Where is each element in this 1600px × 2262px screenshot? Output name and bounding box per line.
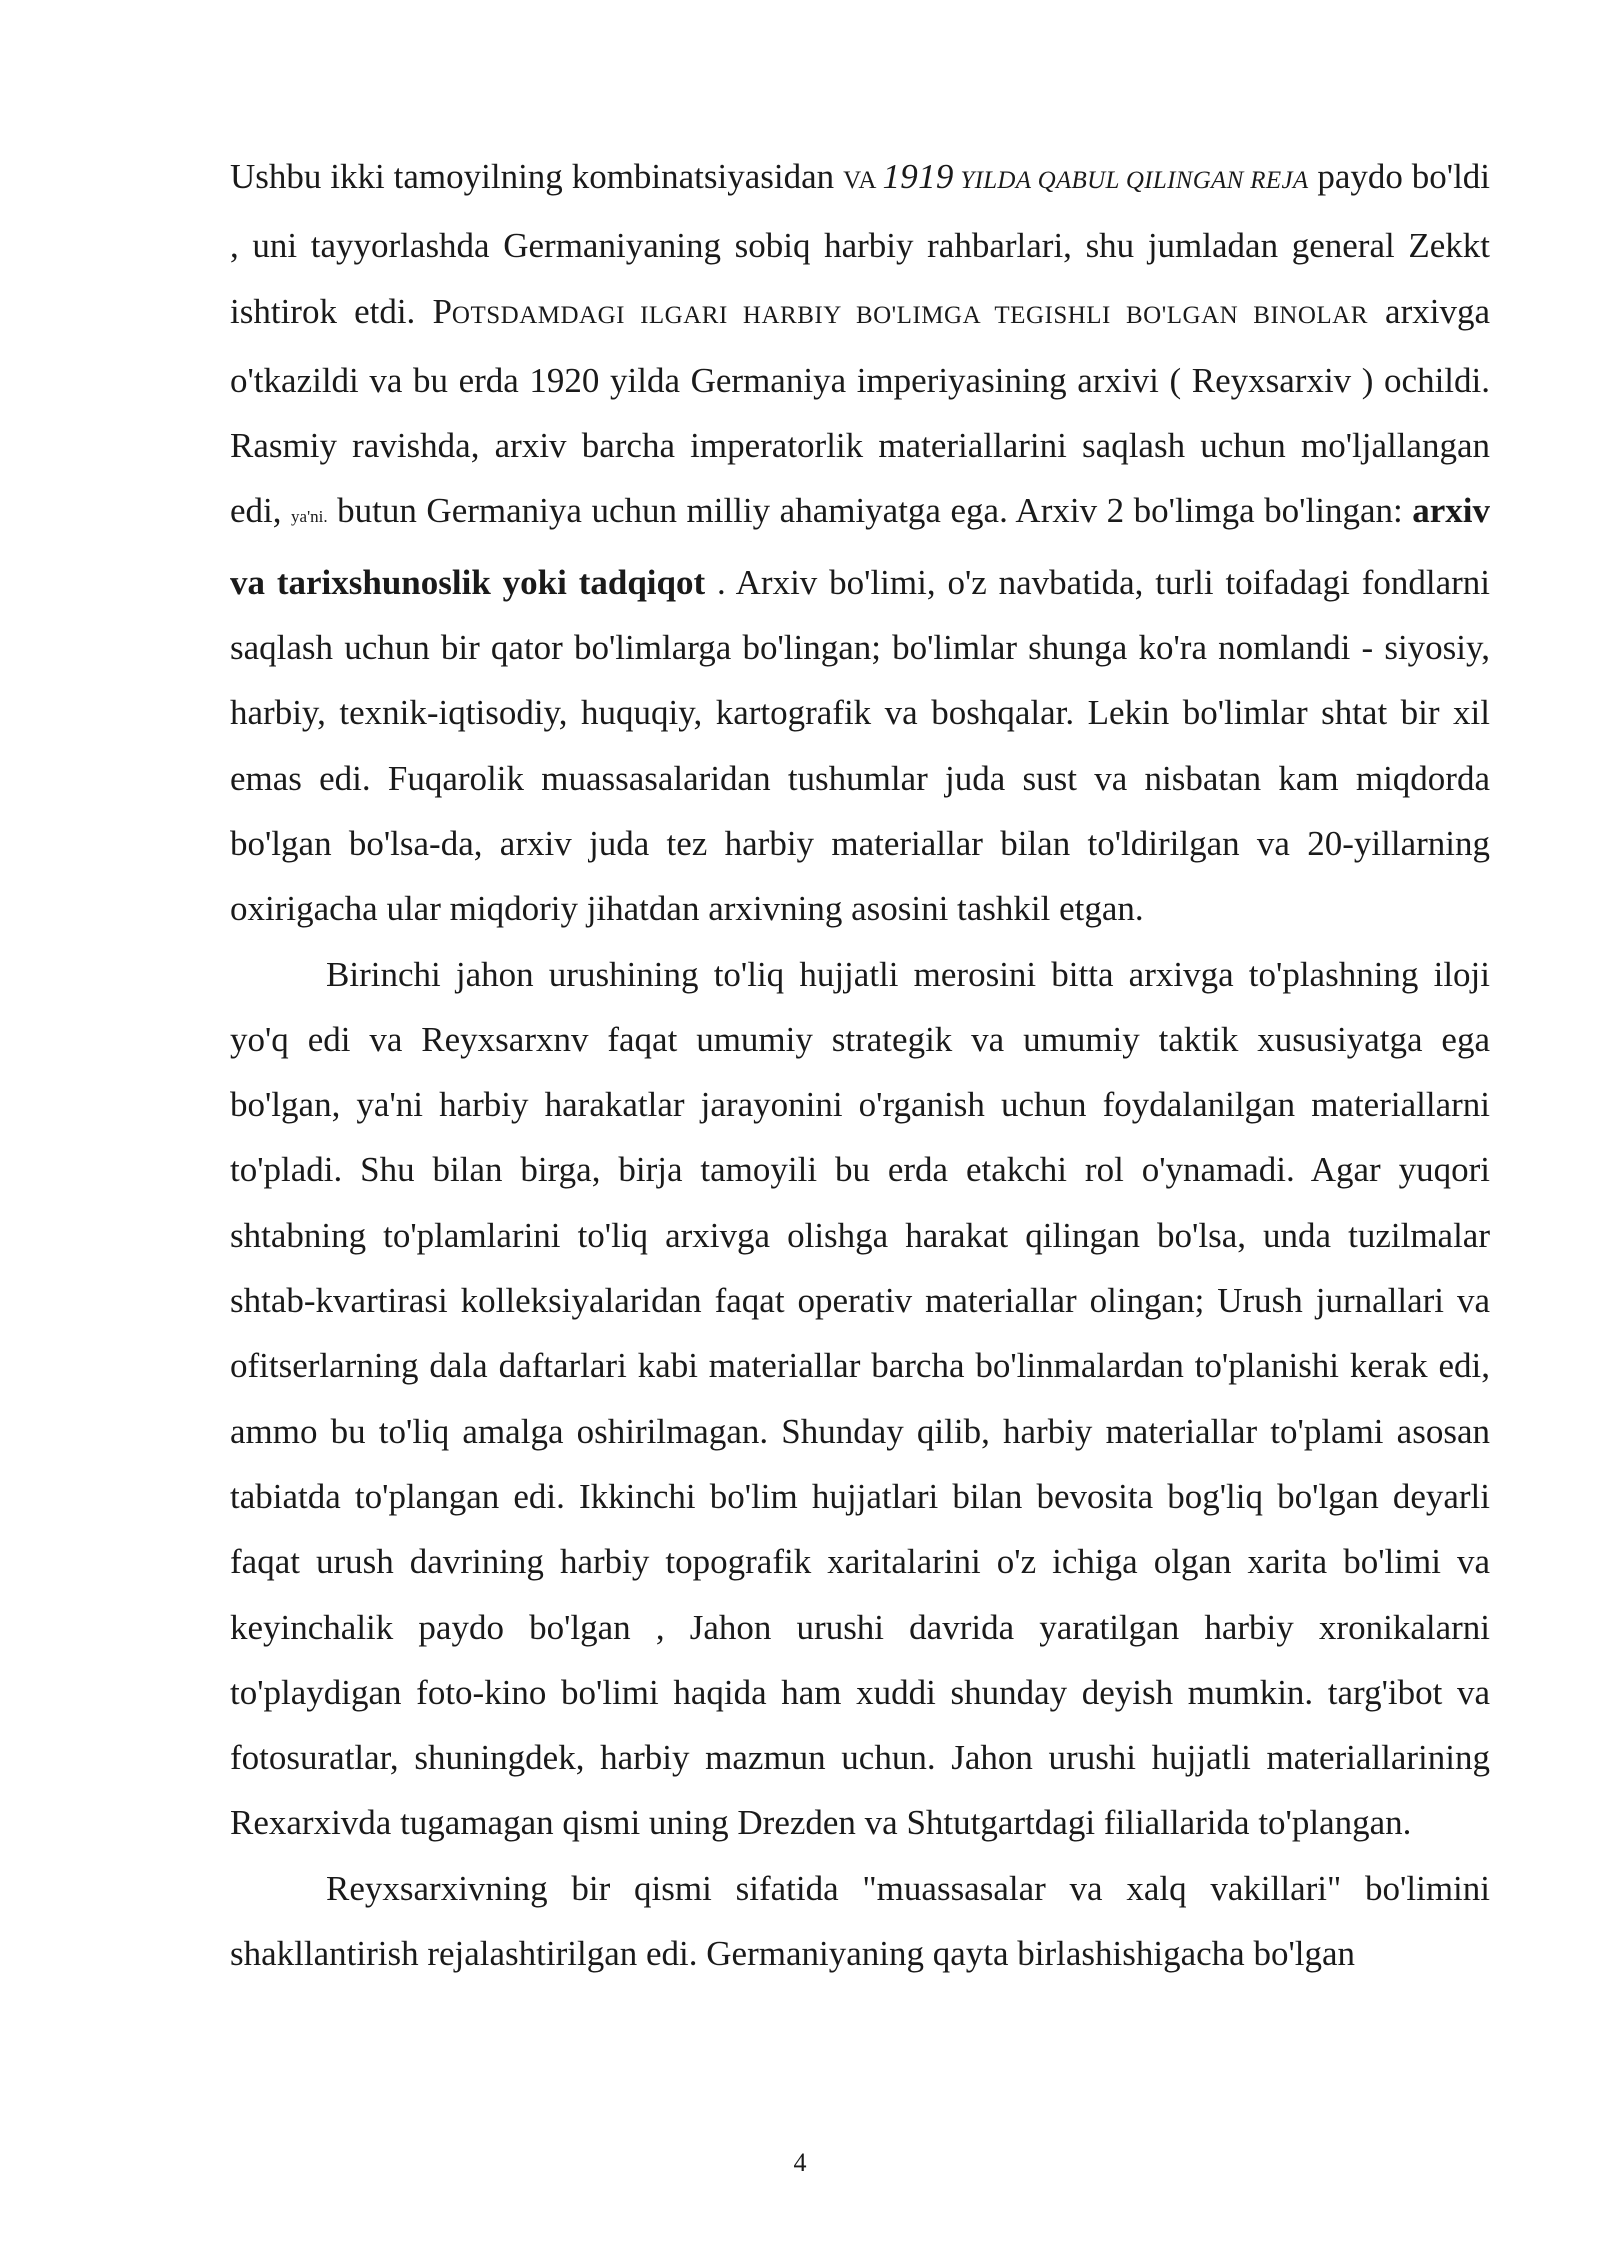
- paragraph-1-text-c: arxivga o'tkazildi va bu erda 1920 yilda Germaniya imperiyasining arxivi ( Reyxsarxiv ) ochildi. Rasmiy ravishda, arxiv barcha imperatorlik materiallarini saqlash uchun mo'ljallangan edi,: [230, 291, 1490, 531]
- document-page: [230, 144, 1490, 1986]
- plan-phrase: YILDA QABUL QILINGAN REJA: [953, 167, 1309, 194]
- paragraph-1-text-d: butun Germaniya uchun milliy ahamiyatga ega. Arxiv 2 bo'limga bo'lingan:: [327, 491, 1413, 531]
- smallcaps-va: VA: [843, 167, 883, 194]
- tiny-yani: ya'ni.: [291, 507, 328, 527]
- paragraph-1: [230, 144, 1490, 942]
- paragraph-2: Birinchi jahon urushining to'liq hujjatli merosini bitta arxivga to'plashning iloji yo'q edi va Reyxsarxnv faqat umumiy strategik va umumiy taktik xususiyatga ega bo'lgan, ya'ni harbiy harakatlar jarayonini o'rganish uchun foydalanilgan materiallarni to'pladi. Shu bilan birga, birja tamoyili bu erda etakchi rol o'ynamadi. Agar yuqori shtabning to'plamlarini to'liq arxivga olishga harakat qilingan bo'lsa, unda tuzilmalar shtab-kvartirasi kolleksiyalaridan faqat operativ materiallar olingan; Urush jurnallari va ofitserlarning dala daftarlari kabi materiallar barcha bo'linmalardan to'planishi kerak edi, ammo bu to'liq amalga oshirilmagan. Shunday qilib, harbiy materiallar to'plami asosan tabiatda to'plangan edi. Ikkinchi bo'lim hujjatlari bilan bevosita bog'liq bo'lgan deyarli faqat urush davrining harbiy topografik xaritalarini o'z ichiga olgan xarita bo'limi va keyinchalik paydo bo'lgan , Jahon urushi davrida yaratilgan harbiy xronikalarni to'playdigan foto-kino bo'limi haqida ham xuddi shunday deyish mumkin. targ'ibot va fotosuratlar, shuningdek, harbiy mazmun uchun. Jahon urushi hujjatli materiallarining Rexarxivda tugamagan qismi uning Drezden va Shtutgartdagi filiallarida to'plangan.: [230, 954, 1490, 1843]
- italic-plan-phrase: [882, 157, 1309, 196]
- paragraph-1-text-e: . Arxiv bo'limi, o'z navbatida, turli toifadagi fondlarni saqlash uchun bir qator bo'limlarga bo'lingan; bo'limlar shunga ko'ra nomlandi - siyosiy, harbiy, texnik-iqtisodiy, huquqiy, kartografik va boshqalar. Lekin bo'limlar shtat bir xil emas edi. Fuqarolik muassasalaridan tushumlar juda sust va nisbatan kam miqdorda bo'lgan bo'lsa-da, arxiv juda tez harbiy materiallar bilan to'ldirilgan va 20-yillarning oxirigacha ular miqdoriy jihatdan arxivning asosini tashkil etgan.: [230, 562, 1490, 929]
- paragraph-3: Reyxsarxivning bir qismi sifatida "muassasalar va xalq vakillari" bo'limini shakllantirish rejalashtirilgan edi. Germaniyaning qayta birlashishigacha bo'lgan: [230, 1868, 1490, 1974]
- bold-phrase: arxiv va tarixshunoslik yoki tadqiqot: [230, 491, 1490, 602]
- dropcap-p: P: [432, 291, 452, 331]
- paragraph-1-text-a: Ushbu ikki tamoyilning kombinatsiyasidan: [230, 157, 844, 196]
- page-number: 4: [793, 2148, 807, 2177]
- smallcaps-buildings: OTSDAMDAGI ILGARI HARBIY BO'LIMGA TEGISHLI BO'LGAN BINOLAR: [451, 301, 1368, 329]
- year-1919: 1919: [882, 157, 954, 196]
- paragraph-1-text-b: paydo bo'ldi , uni tayyorlashda Germaniyaning sobiq harbiy rahbarlari, shu jumladan general Zekkt ishtirok etdi.: [230, 157, 1491, 331]
